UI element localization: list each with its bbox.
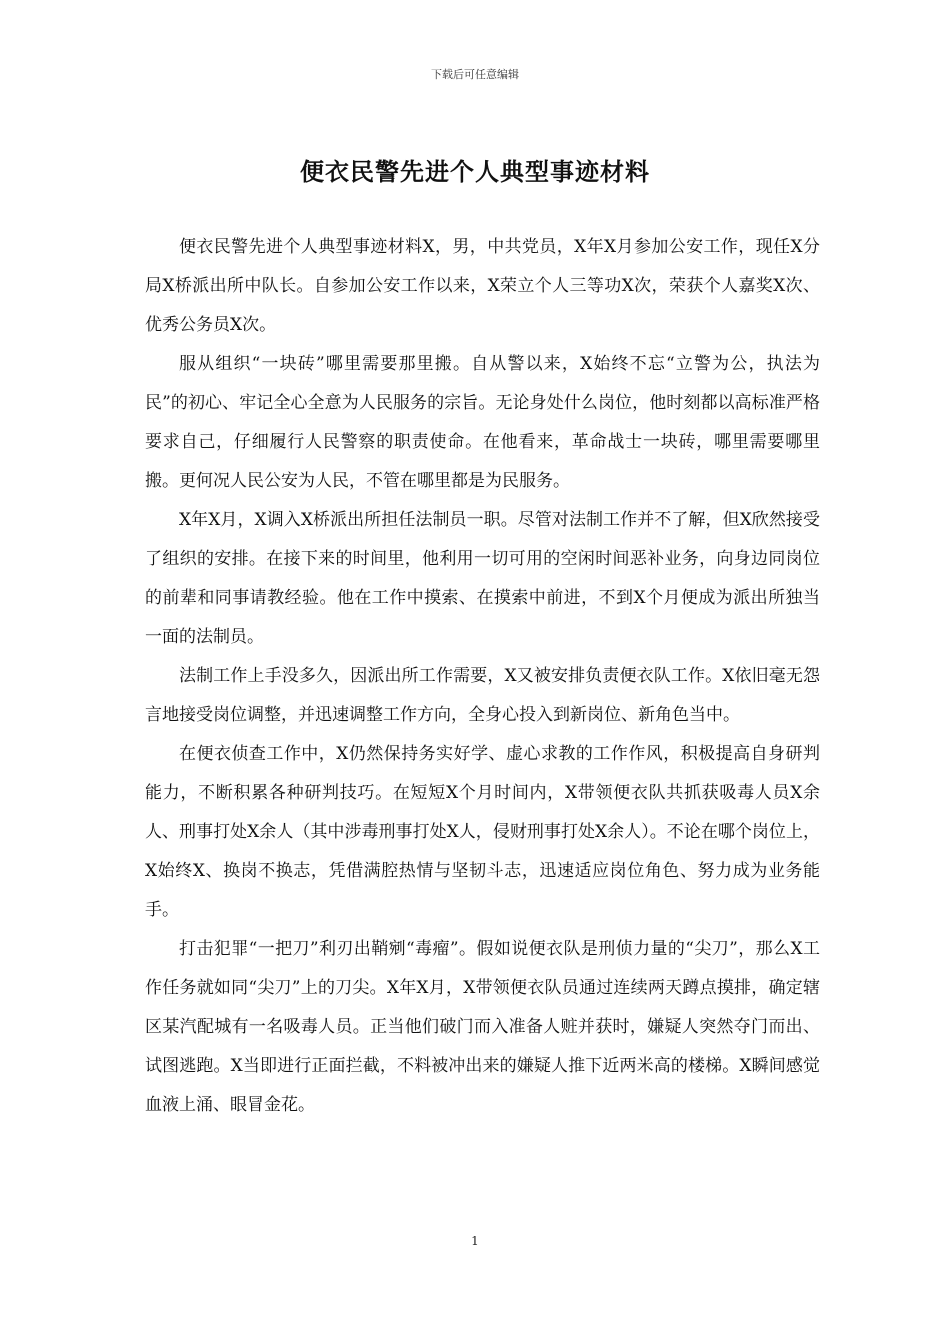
paragraph: 便衣民警先进个人典型事迹材料X，男，中共党员，X年X月参加公安工作，现任X分局X桥派出所中队长。自参加公安工作以来，X荣立个人三等功X次，荣获个人嘉奖X次、优秀公务员X次。 [145, 237, 820, 335]
document-title: 便衣民警先进个人典型事迹材料 [300, 157, 650, 186]
paragraph: 在便衣侦查工作中，X仍然保持务实好学、虚心求教的工作作风，积极提高自身研判能力，不断积累各种研判技巧。在短短X个月时间内，X带领便衣队共抓获吸毒人员X余人、刑事打处X余人（其中涉毒刑事打处X人，侵财刑事打处X余人）。不论在哪个岗位上，X始终X、换岗不换志，凭借满腔热情与坚韧斗志，迅速适应岗位角色、努力成为业务能手。 [145, 744, 820, 920]
header-note: 下载后可任意编辑 [431, 68, 519, 81]
paragraph: 服从组织“一块砖”哪里需要那里搬。自从警以来，X始终不忘“立警为公，执法为民”的初心、牢记全心全意为人民服务的宗旨。无论身处什么岗位，他时刻都以高标准严格要求自己，仔细履行人民警察的职责使命。在他看来，革命战士一块砖，哪里需要哪里搬。更何况人民公安为人民，不管在哪里都是为民服务。 [145, 354, 820, 491]
document-body [145, 228, 820, 1125]
paragraph: X年X月，X调入X桥派出所担任法制员一职。尽管对法制工作并不了解，但X欣然接受了组织的安排。在接下来的时间里，他利用一切可用的空闲时间恶补业务，向身边同岗位的前辈和同事请教经验。他在工作中摸索、在摸索中前进，不到X个月便成为派出所独当一面的法制员。 [145, 510, 820, 647]
paragraph: 法制工作上手没多久，因派出所工作需要，X又被安排负责便衣队工作。X依旧毫无怨言地接受岗位调整，并迅速调整工作方向，全身心投入到新岗位、新角色当中。 [145, 666, 820, 725]
paragraph: 打击犯罪“一把刀”利刃出鞘剜“毒瘤”。假如说便衣队是刑侦力量的“尖刀”，那么X工作任务就如同“尖刀”上的刀尖。X年X月，X带领便衣队员通过连续两天蹲点摸排，确定辖区某汽配城有一名吸毒人员。正当他们破门而入准备人赃并获时，嫌疑人突然夺门而出、试图逃跑。X当即进行正面拦截，不料被冲出来的嫌疑人推下近两米高的楼梯。X瞬间感觉血液上涌、眼冒金花。 [145, 939, 820, 1115]
page-number: 1 [471, 1234, 479, 1248]
